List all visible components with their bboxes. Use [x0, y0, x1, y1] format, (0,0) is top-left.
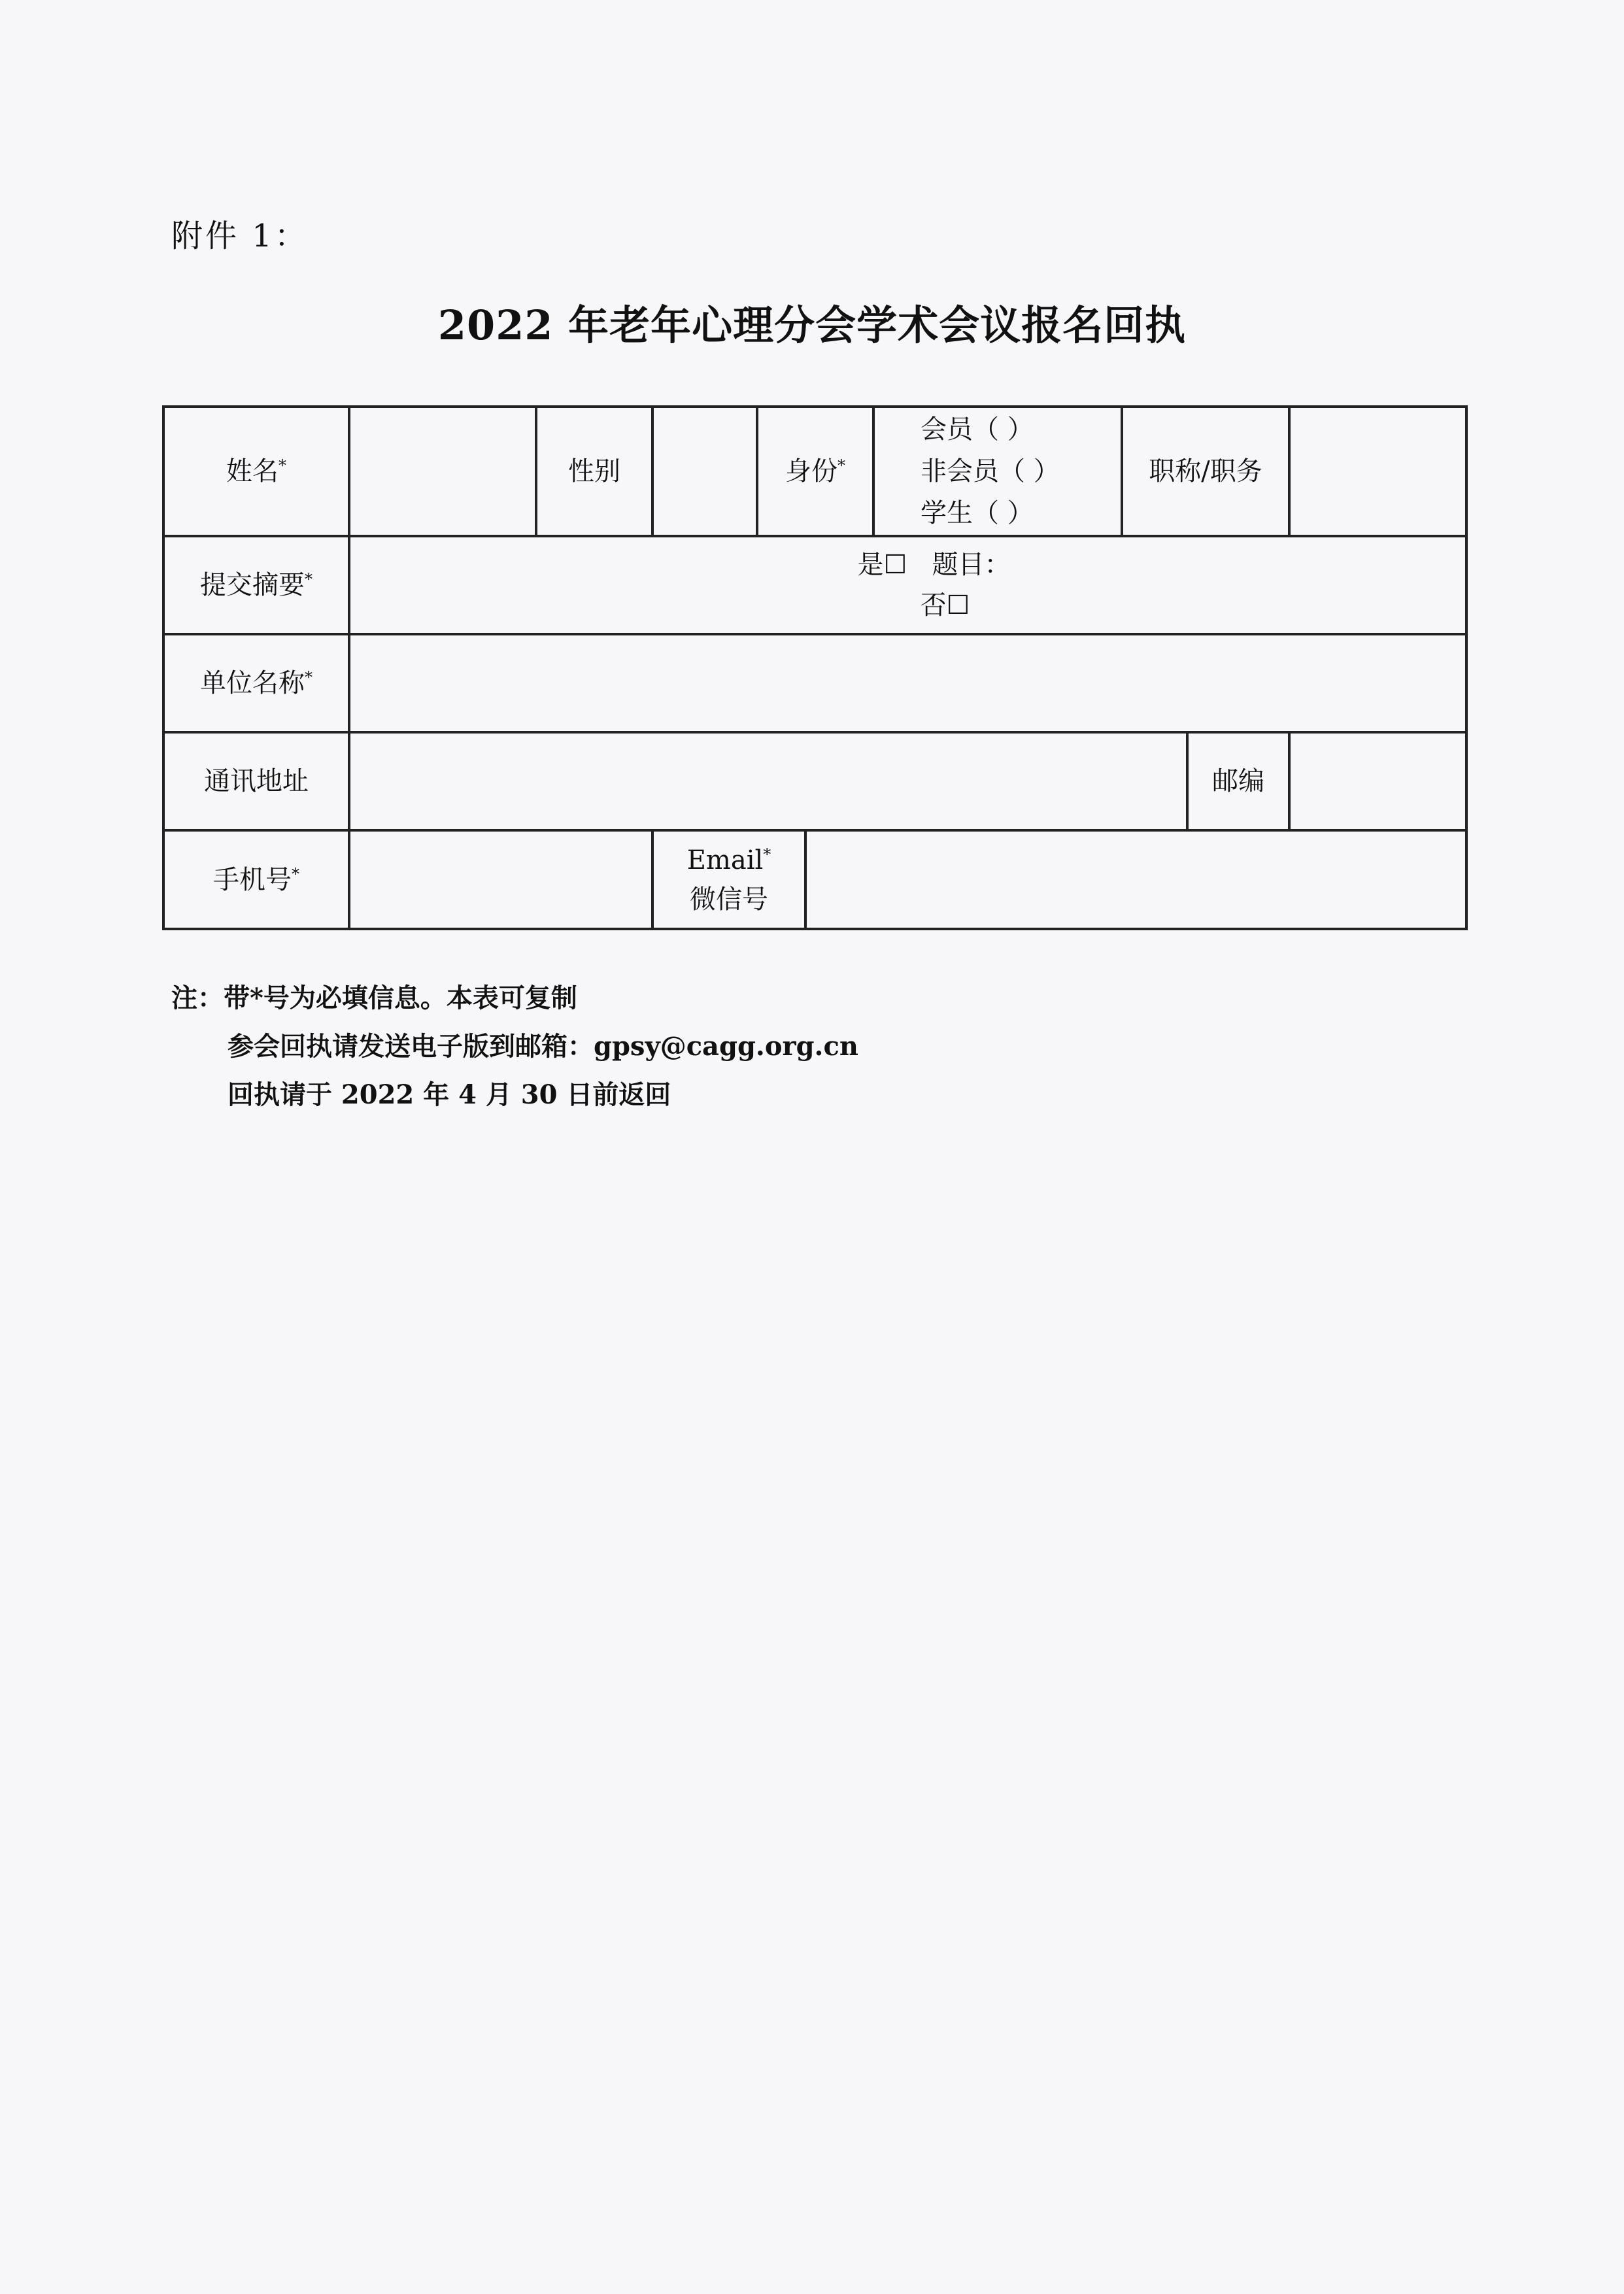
wechat-label: 微信号 — [690, 884, 768, 915]
identity-option-student[interactable]: 学生（ ） — [921, 498, 1034, 528]
postcode-label: 邮编 — [1212, 766, 1264, 796]
required-mark: * — [305, 668, 313, 686]
abstract-options — [858, 545, 1011, 626]
title-position-label: 职称/职务 — [1149, 456, 1262, 486]
address-field[interactable] — [349, 732, 1187, 830]
unit-field[interactable] — [349, 634, 1466, 732]
required-mark: * — [279, 456, 286, 475]
required-mark: * — [837, 456, 845, 475]
identity-label-cell — [757, 407, 873, 536]
identity-label: 身份 — [785, 456, 837, 486]
name-label: 姓名 — [226, 456, 279, 486]
row-address — [163, 732, 1466, 830]
abstract-label-cell — [163, 536, 349, 634]
row-abstract — [163, 536, 1466, 634]
email-wechat-field[interactable] — [805, 830, 1466, 929]
phone-label-cell — [163, 830, 349, 929]
postcode-label-cell — [1187, 732, 1289, 830]
phone-label: 手机号 — [213, 864, 292, 895]
postcode-field[interactable] — [1289, 732, 1466, 830]
identity-option-non-member[interactable]: 非会员（ ） — [921, 456, 1060, 486]
note-email-submission: 参会回执请发送电子版到邮箱：gpsy@cagg.org.cn — [228, 1031, 858, 1062]
address-label-cell — [163, 732, 349, 830]
unit-label-cell — [163, 634, 349, 732]
gender-field[interactable] — [652, 407, 757, 536]
title-position-label-cell — [1122, 407, 1289, 536]
abstract-topic-label: 题目： — [932, 550, 1011, 580]
abstract-no-checkbox[interactable]: 否☐ — [920, 590, 970, 620]
row-basic-info — [163, 407, 1466, 536]
required-mark: * — [305, 570, 313, 588]
required-mark: * — [763, 845, 771, 864]
name-label-cell — [163, 407, 349, 536]
name-field[interactable] — [349, 407, 536, 536]
row-contact — [163, 830, 1466, 929]
registration-form-table — [162, 405, 1468, 930]
abstract-label: 提交摘要 — [200, 570, 305, 600]
attachment-label: 附件 1： — [171, 218, 309, 254]
address-label: 通讯地址 — [204, 766, 309, 796]
note-required-info: 注：带*号为必填信息。本表可复制 — [171, 983, 577, 1013]
phone-field[interactable] — [349, 830, 652, 929]
identity-options-cell[interactable] — [873, 407, 1122, 536]
note-deadline: 回执请于 2022 年 4 月 30 日前返回 — [228, 1079, 671, 1110]
abstract-yes-line — [858, 545, 1011, 585]
identity-option-member[interactable]: 会员（ ） — [921, 414, 1034, 445]
abstract-yes-checkbox[interactable]: 是☐ — [857, 550, 907, 580]
gender-label-cell — [536, 407, 652, 536]
title-position-field[interactable] — [1289, 407, 1466, 536]
notes-block — [171, 974, 858, 1119]
page-title: 2022 年老年心理分会学术会议报名回执 — [437, 301, 1187, 349]
gender-label: 性别 — [568, 456, 620, 486]
unit-label: 单位名称 — [200, 668, 305, 698]
required-mark: * — [292, 864, 299, 883]
abstract-field[interactable] — [349, 536, 1466, 634]
row-unit — [163, 634, 1466, 732]
email-wechat-label-cell — [652, 830, 805, 929]
email-label: Email — [686, 845, 764, 875]
